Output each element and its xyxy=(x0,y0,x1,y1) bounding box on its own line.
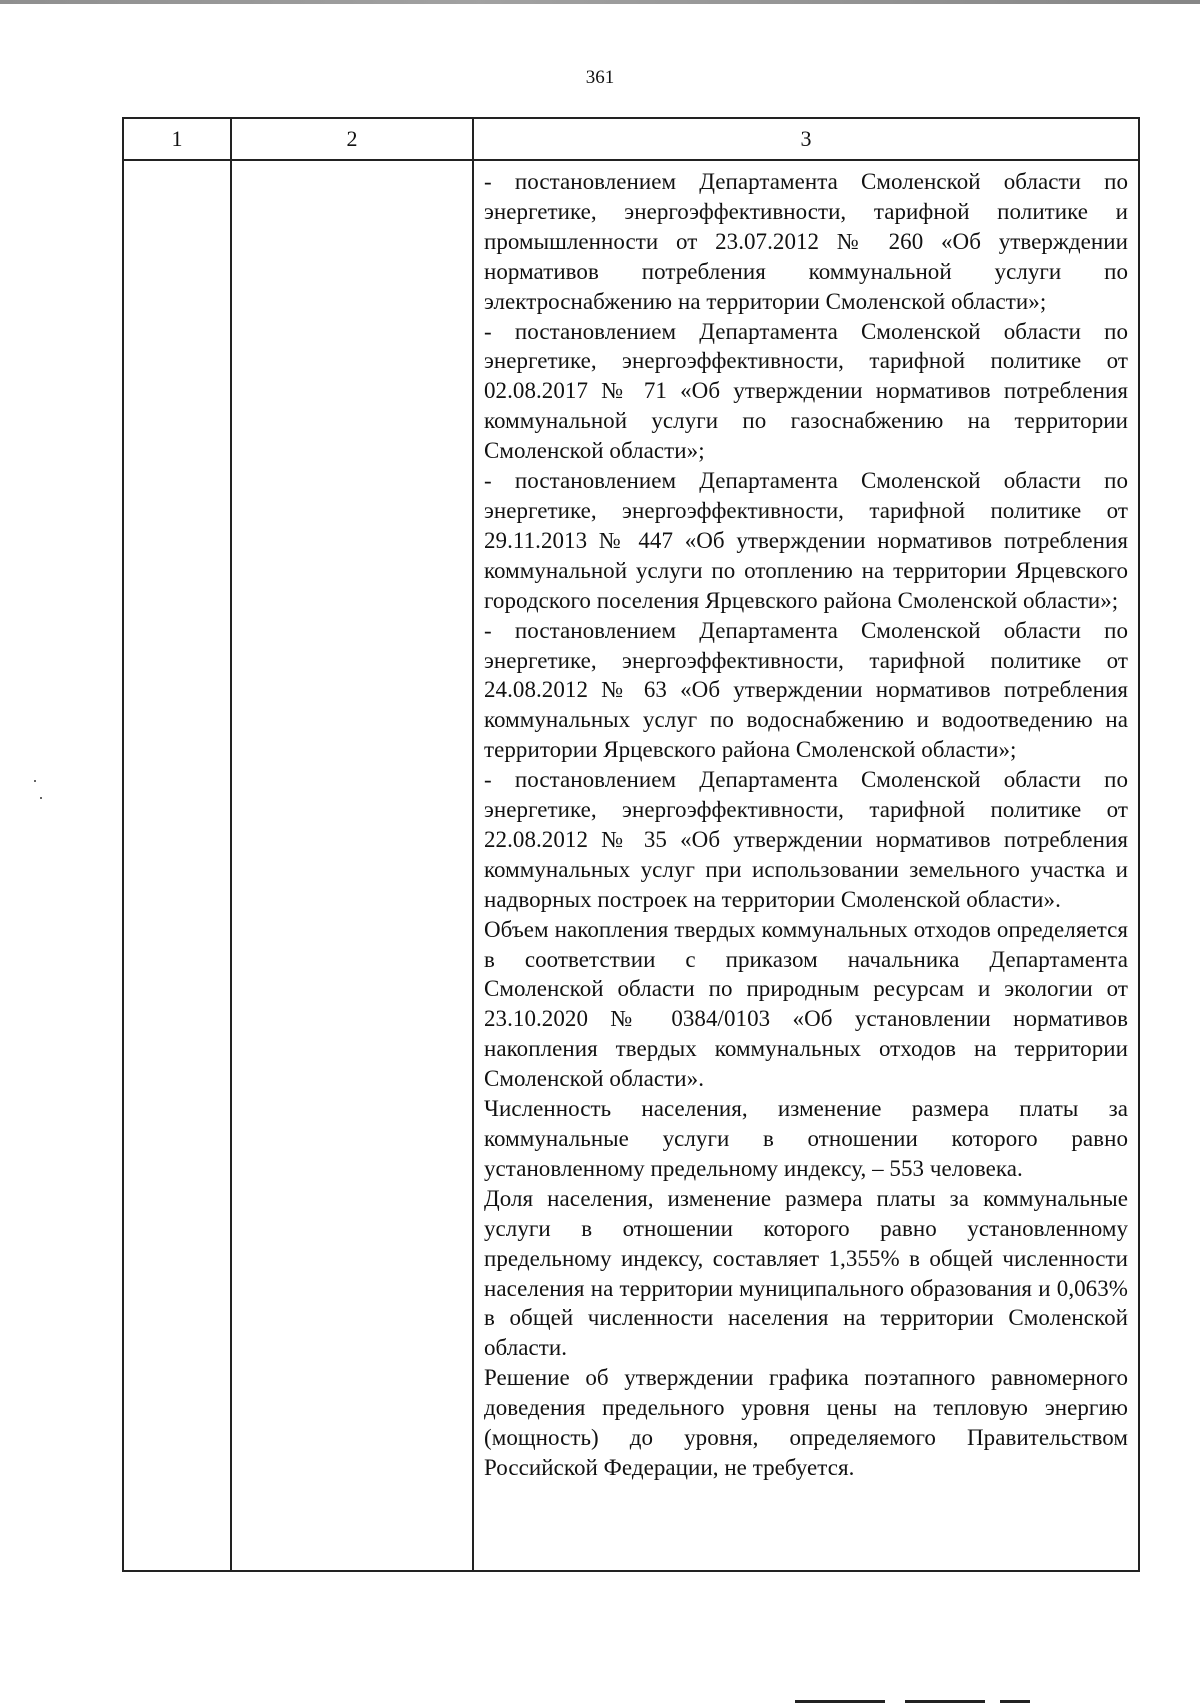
column-2-cell xyxy=(231,160,473,1571)
column-header-2: 2 xyxy=(231,118,473,160)
scan-edge-bottom xyxy=(905,1700,985,1703)
page-number: 361 xyxy=(585,67,615,88)
paragraph-resolution-electricity: - постановлением Департамента Смоленской области по энергетике, энергоэффективности, тарифной политике и промышленности от 23.07.2012 № 260 «Об утверждении нормативов потребления коммунальной услуги по электроснабжению на территории Смоленской области»; xyxy=(484,169,1128,314)
scan-speck xyxy=(34,780,36,782)
paragraph-waste-volume: Объем накопления твердых коммунальных отходов определяется в соответствии с приказом начальника Департамента Смоленской области по природным ресурсам и экологии от 23.10.2020 № 0384/0103 «Об установлении нормативов накопления твердых коммунальных отходов на территории Смоленской области». xyxy=(484,916,1128,1092)
column-3-content xyxy=(474,161,1138,1483)
paragraph-resolution-land-plot: - постановлением Департамента Смоленской области по энергетике, энергоэффективности, тарифной политике от 22.08.2012 № 35 «Об утверждении нормативов потребления коммунальных услуг при использовании земельного участка и надворных построек на территории Смоленской области». xyxy=(484,767,1128,912)
paragraph-resolution-water: - постановлением Департамента Смоленской области по энергетике, энергоэффективности, тарифной политике от 24.08.2012 № 63 «Об утверждении нормативов потребления коммунальных услуг по водоснабжению и водоотведению на территории Ярцевского района Смоленской области»; xyxy=(484,617,1128,763)
paragraph-population-share: Доля населения, изменение размера платы за коммунальные услуги в отношении которого равно установленному предельному индексу, составляет 1,355% в общей численности населения на территории муниципального образования и 0,063% в общей численности населения на территории Смоленской области. xyxy=(484,1185,1128,1361)
column-1-cell xyxy=(123,160,231,1571)
scan-edge-bottom xyxy=(795,1700,885,1703)
paragraph-population-count: Численность населения, изменение размера платы за коммунальные услуги в отношении которого равно установленному предельному индексу, – 553 человека. xyxy=(484,1096,1128,1181)
paragraph-resolution-heating: - постановлением Департамента Смоленской области по энергетике, энергоэффективности, тарифной политике от 29.11.2013 № 447 «Об утверждении нормативов потребления коммунальной услуги по отоплению на территории Ярцевского городского поселения Ярцевского района Смоленской области»; xyxy=(484,468,1128,613)
column-3-cell xyxy=(473,160,1139,1571)
scan-edge-bottom xyxy=(1000,1700,1030,1703)
paragraph-heat-price-decision: Решение об утверждении графика поэтапного равномерного доведения предельного уровня цены на тепловую энергию (мощность) до уровня, определяемого Правительством Российской Федерации, не требуется. xyxy=(484,1365,1128,1480)
scan-speck xyxy=(40,797,42,799)
table-row xyxy=(123,160,1139,1571)
table-header-row xyxy=(123,118,1139,160)
column-header-3: 3 xyxy=(473,118,1139,160)
column-header-1: 1 xyxy=(123,118,231,160)
scan-edge-top xyxy=(0,0,1200,4)
paragraph-resolution-gas: - постановлением Департамента Смоленской области по энергетике, энергоэффективности, тарифной политике от 02.08.2017 № 71 «Об утверждении нормативов потребления коммунальной услуги по газоснабжению на территории Смоленской области»; xyxy=(484,318,1128,464)
document-table xyxy=(122,117,1140,1572)
